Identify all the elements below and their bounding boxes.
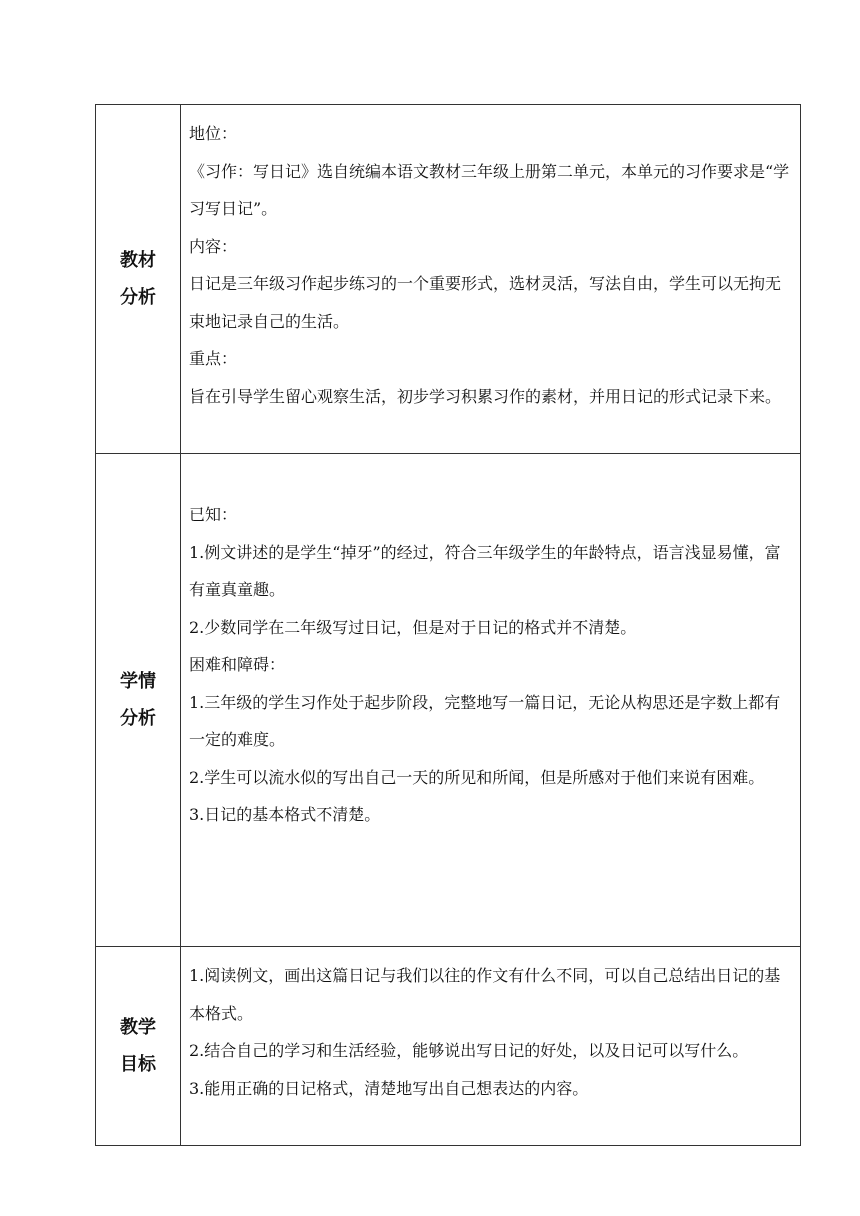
- paragraph: 日记是三年级习作起步练习的一个重要形式，选材灵活，写法自由，学生可以无拘无束地记录自己的生活。: [189, 274, 782, 331]
- lesson-plan-table: [95, 104, 801, 1146]
- paragraph: 1.例文讲述的是学生“掉牙”的经过，符合三年级学生的年龄特点，语言浅显易懂，富有童真童趣。: [189, 542, 781, 599]
- row-label-textbook-analysis: [96, 105, 181, 454]
- row-label-line: 学情: [120, 671, 156, 692]
- paragraph: 旨在引导学生留心观察生活，初步学习积累习作的素材，并用日记的形式记录下来。: [189, 386, 782, 406]
- paragraph: 2.学生可以流水似的写出自己一天的所见和所闻，但是所感对于他们来说有困难。: [189, 767, 765, 787]
- row-label-line: 分析: [120, 708, 156, 729]
- paragraph: 《习作：写日记》选自统编本语文教材三年级上册第二单元，本单元的习作要求是“学习写日记”。: [189, 161, 790, 218]
- paragraph: 3.日记的基本格式不清楚。: [189, 805, 381, 824]
- paragraph: 1.阅读例文，画出这篇日记与我们以往的作文有什么不同，可以自己总结出日记的基本格式。: [189, 966, 781, 1023]
- paragraph: 3.能用正确的日记格式，清楚地写出自己想表达的内容。: [189, 1078, 589, 1098]
- table-row-teaching-objectives: [96, 947, 801, 1146]
- row-label-teaching-objectives: [96, 947, 181, 1146]
- paragraph: 2.结合自己的学习和生活经验，能够说出写日记的好处，以及日记可以写什么。: [189, 1041, 749, 1060]
- row-content-textbook-analysis: [181, 105, 801, 454]
- paragraph: 已知：: [189, 505, 238, 524]
- paragraph: 1.三年级的学生习作处于起步阶段，完整地写一篇日记，无论从构思还是字数上都有一定的难度。: [189, 692, 781, 749]
- table-row-textbook-analysis: [96, 105, 801, 454]
- row-content-student-analysis: [181, 454, 801, 947]
- row-label-line: 目标: [120, 1054, 156, 1075]
- row-content-teaching-objectives: [181, 947, 801, 1146]
- row-label-line: 分析: [120, 287, 156, 308]
- paragraph: 困难和障碍：: [189, 655, 286, 674]
- paragraph: 重点：: [189, 349, 238, 368]
- paragraph: 内容：: [189, 236, 238, 256]
- paragraph: 2.少数同学在二年级写过日记，但是对于日记的格式并不清楚。: [189, 617, 637, 637]
- row-label-line: 教学: [120, 1017, 156, 1038]
- table-row-student-analysis: [96, 454, 801, 947]
- paragraph: 地位：: [189, 124, 238, 143]
- row-label-student-analysis: [96, 454, 181, 947]
- row-label-line: 教材: [120, 250, 156, 271]
